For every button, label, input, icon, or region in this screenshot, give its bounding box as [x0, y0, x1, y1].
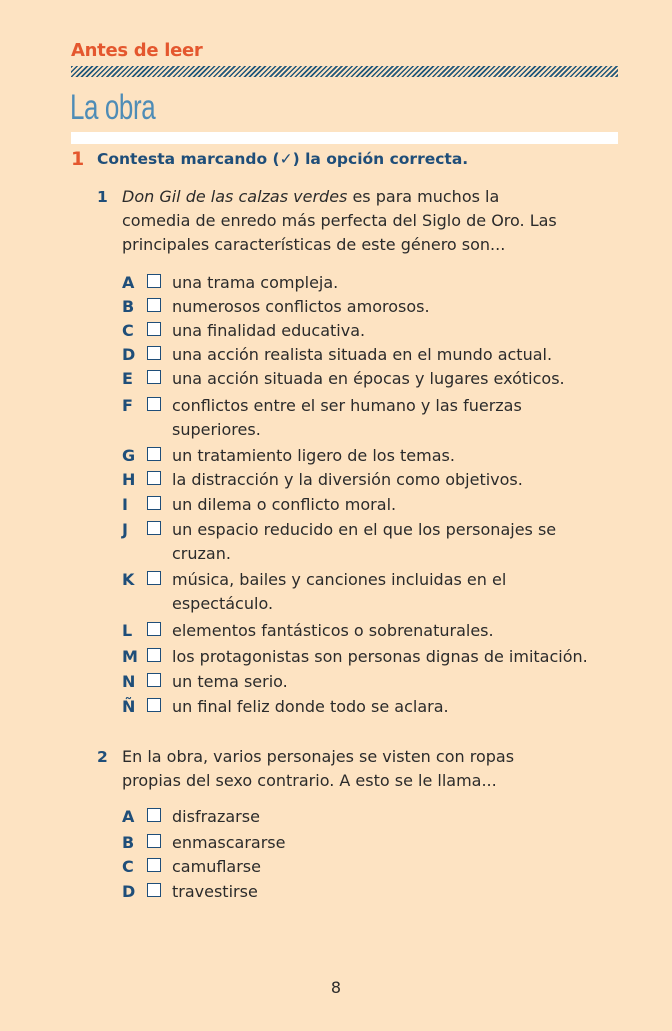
checkbox[interactable] [147, 858, 161, 872]
checkbox[interactable] [147, 447, 161, 461]
work-title: Don Gil de las calzas verdes [122, 187, 348, 206]
checkbox[interactable] [147, 808, 161, 822]
question-number: 2 [97, 748, 108, 766]
option-item: Ñ un final feliz donde todo se aclara. [122, 697, 449, 716]
page-number: 8 [330, 978, 342, 997]
option-item: K música, bailes y canciones incluidas en el espectáculo. [122, 570, 507, 613]
question-text: Don Gil de las calzas verdes es para muchos la comedia de enredo más perfecta del Siglo de Oro. Las principales características de este género son... [122, 187, 557, 254]
page-title: La obra [70, 88, 156, 127]
checkbox[interactable] [147, 834, 161, 848]
option-item: M los protagonistas son personas dignas de imitación. [122, 647, 588, 666]
question-text: En la obra, varios personajes se visten con ropas propias del sexo contrario. A esto se le llama... [122, 747, 515, 790]
option-item: B numerosos conflictos amorosos. [122, 297, 430, 316]
checkbox[interactable] [147, 496, 161, 510]
checkbox[interactable] [147, 346, 161, 360]
option-item: C camuflarse [122, 857, 261, 876]
option-item: F conflictos entre el ser humano y las fuerzas superiores. [122, 396, 522, 439]
checkbox[interactable] [147, 698, 161, 712]
exercise-number: 1 [71, 148, 85, 170]
option-item: D una acción realista situada en el mundo actual. [122, 345, 553, 364]
checkbox[interactable] [147, 298, 161, 312]
checkbox[interactable] [147, 471, 161, 485]
checkbox[interactable] [147, 648, 161, 662]
question-number: 1 [97, 188, 108, 206]
option-item: A una trama compleja. [122, 273, 339, 292]
option-item: N un tema serio. [122, 672, 288, 691]
checkbox[interactable] [147, 370, 161, 384]
option-item: J un espacio reducido en el que los personajes se cruzan. [122, 520, 557, 563]
option-item: C una finalidad educativa. [122, 321, 366, 340]
option-item: G un tratamiento ligero de los temas. [122, 446, 455, 465]
option-item: L elementos fantásticos o sobrenaturales. [122, 621, 494, 640]
section-label: Antes de leer [71, 40, 203, 61]
title-band [71, 132, 618, 144]
option-item: H la distracción y la diversión como objetivos. [122, 470, 523, 489]
exercise-instruction: Contesta marcando (✓) la opción correcta. [97, 150, 469, 168]
checkbox[interactable] [147, 397, 161, 411]
option-item: D travestirse [122, 882, 258, 901]
checkbox[interactable] [147, 571, 161, 585]
checkbox[interactable] [147, 322, 161, 336]
checkbox[interactable] [147, 883, 161, 897]
option-item: B enmascararse [122, 833, 286, 852]
option-item: I un dilema o conflicto moral. [122, 495, 397, 514]
option-item: E una acción situada en épocas y lugares exóticos. [122, 369, 565, 388]
section-hatch-divider [71, 66, 618, 77]
checkbox[interactable] [147, 521, 161, 535]
checkbox[interactable] [147, 673, 161, 687]
checkbox[interactable] [147, 274, 161, 288]
checkbox[interactable] [147, 622, 161, 636]
option-item: A disfrazarse [122, 807, 260, 826]
